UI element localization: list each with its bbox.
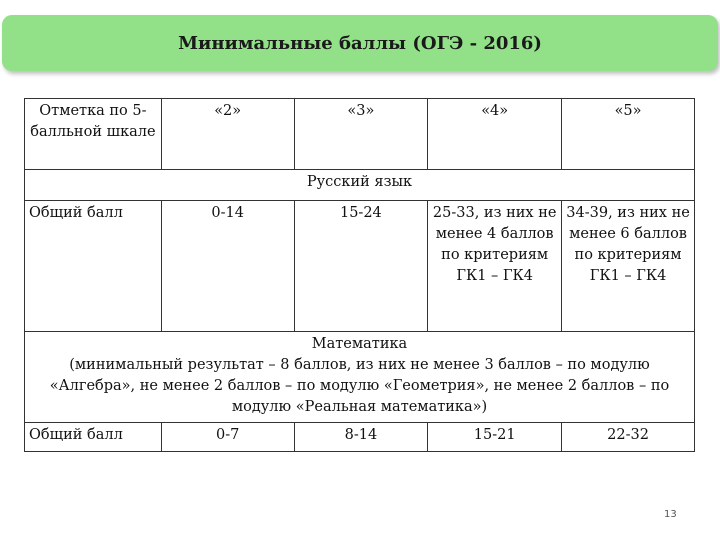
grade-4-header: «4» xyxy=(428,99,562,170)
math-note: (минимальный результат – 8 баллов, из них не менее 3 баллов – по модулю «Алгебра», не менее 2 баллов – по модулю «Геометрия», не менее 2 баллов – по модулю «Реальная математика») xyxy=(49,357,670,416)
math-section-cell xyxy=(25,332,695,423)
math-scores-row xyxy=(25,423,695,452)
russian-title: Русский язык xyxy=(25,170,695,201)
math-score-5: 22-32 xyxy=(562,423,695,452)
scale-label-cell: Отметка по 5-балльной шкале xyxy=(25,99,162,170)
russian-section-row xyxy=(25,170,695,201)
russian-score-3: 15-24 xyxy=(294,201,428,332)
slide-title: Минимальные баллы (ОГЭ - 2016) xyxy=(2,15,718,71)
math-score-2: 0-7 xyxy=(161,423,294,452)
grade-5-header: «5» xyxy=(562,99,695,170)
math-score-4: 15-21 xyxy=(428,423,562,452)
russian-score-2: 0-14 xyxy=(161,201,294,332)
header-row xyxy=(25,99,695,170)
russian-scores-row xyxy=(25,201,695,332)
min-scores-table xyxy=(24,98,695,452)
grade-2-header: «2» xyxy=(161,99,294,170)
math-score-3: 8-14 xyxy=(294,423,428,452)
math-section-row xyxy=(25,332,695,423)
page-number: 13 xyxy=(664,509,677,520)
math-title: Математика xyxy=(311,336,408,352)
russian-score-5: 34-39, из них не менее 6 баллов по критериям ГК1 – ГК4 xyxy=(562,201,695,332)
russian-score-4: 25-33, из них не менее 4 баллов по критериям ГК1 – ГК4 xyxy=(428,201,562,332)
grade-3-header: «3» xyxy=(294,99,428,170)
math-row-label: Общий балл xyxy=(25,423,162,452)
russian-row-label: Общий балл xyxy=(25,201,162,332)
